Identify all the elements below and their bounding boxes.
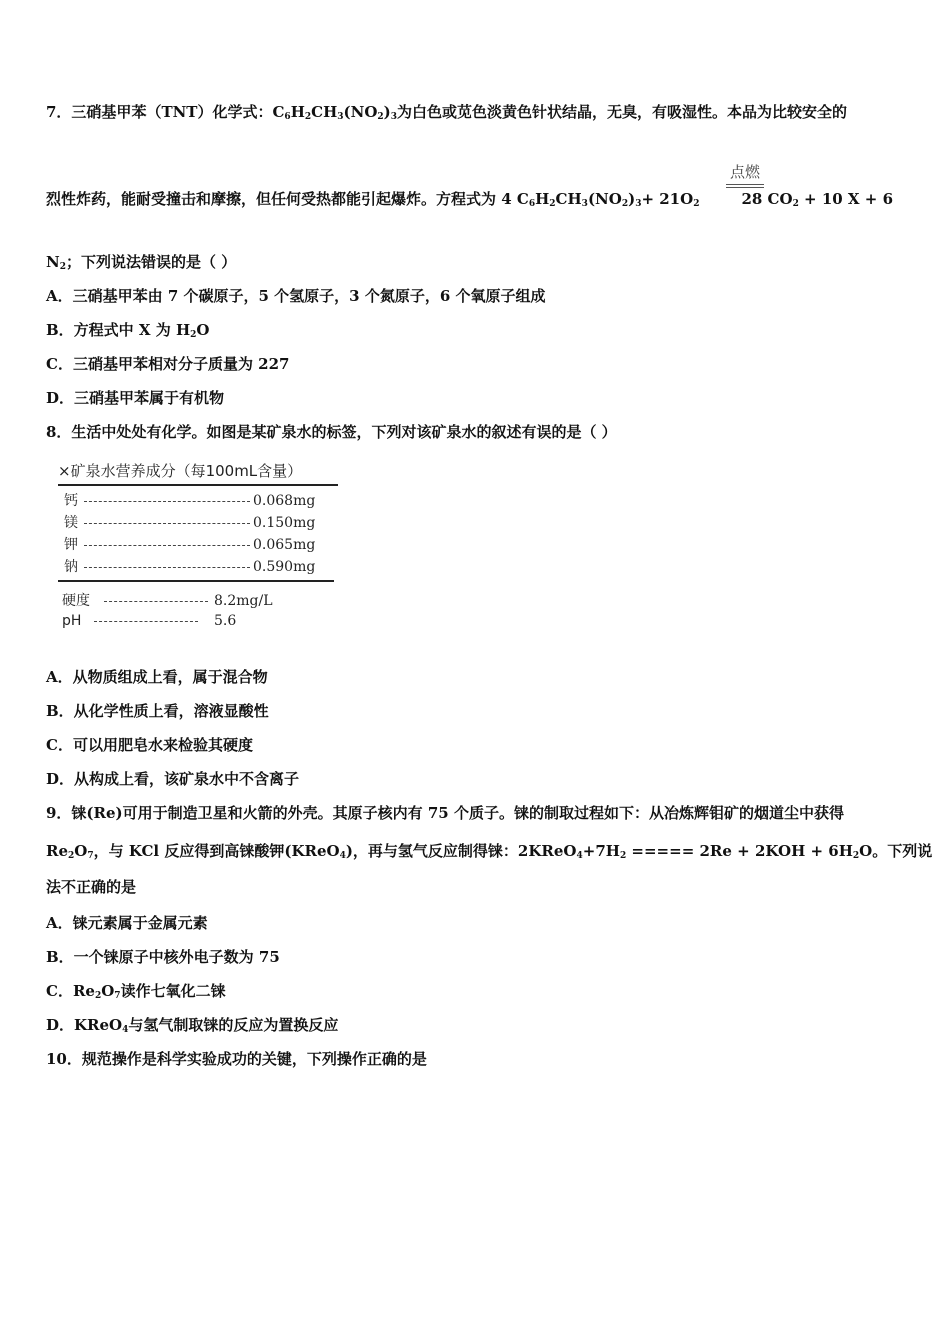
label-title: ×矿泉水营养成分（每100mL含量） [58, 462, 303, 480]
label-row-calcium: 钙 0.068mg [64, 493, 316, 509]
label-row-potassium: 钾 0.065mg [64, 537, 316, 553]
q7-stem-line2: 烈性炸药，能耐受撞击和摩擦，但任何受热都能引起爆炸。方程式为 4 $C_6H_2CH_3(NO_2)_3+ 21O_2$ 28 $CO_2 + 10$ X + 6 [46, 190, 894, 209]
condition-text: 点燃 [729, 163, 760, 181]
label-row-sodium: 钠 0.590mg [64, 559, 316, 575]
q7-option-b[interactable]: B．方程式中 X 为 $H_2O$ [46, 321, 210, 340]
q8-option-d[interactable]: D．从构成上看，该矿泉水中不含离子 [46, 770, 300, 788]
q7-option-a[interactable]: A．三硝基甲苯由 7 个碳原子，5 个氢原子，3 个氮原子，6 个氧原子组成 [46, 287, 546, 305]
q8-option-b[interactable]: B．从化学性质上看，溶液显酸性 [46, 702, 269, 720]
q9-option-a[interactable]: A．铼元素属于金属元素 [46, 914, 208, 932]
q7-stem-line1: 7．三硝基甲苯（TNT）化学式：$C_6H_2CH_3(NO_2)_3$为白色或苋色淡黄色针状结晶，无臭，有吸湿性。本品为比较安全的 [46, 103, 848, 122]
q9-option-c[interactable]: C．$Re_2O_7$读作七氧化二铼 [46, 982, 226, 1001]
equation-equals-bar [726, 184, 764, 188]
q7-stem-line3: $N_2$；下列说法错误的是（ ） [46, 253, 237, 272]
q8-option-c[interactable]: C．可以用肥皂水来检验其硬度 [46, 736, 253, 754]
label-row-hardness: 硬度 8.2mg/L [62, 593, 273, 609]
q8-stem: 8．生活中处处有化学。如图是某矿泉水的标签，下列对该矿泉水的叙述有误的是（ ） [46, 423, 617, 441]
q7-option-c[interactable]: C．三硝基甲苯相对分子质量为 227 [46, 355, 290, 373]
q10-stem: 10．规范操作是科学实验成功的关键，下列操作正确的是 [46, 1050, 427, 1068]
reaction-condition [726, 162, 764, 188]
q7-option-d[interactable]: D．三硝基甲苯属于有机物 [46, 389, 225, 407]
label-row-magnesium: 镁 0.150mg [64, 515, 316, 531]
q9-stem-line1: 9．铼(Re)可用于制造卫星和火箭的外壳。其原子核内有 75 个质子。铼的制取过程如下：从冶炼辉钼矿的烟道尘中获得 [46, 804, 844, 822]
q9-option-d[interactable]: D．KReO$_4$与氢气制取铼的反应为置换反应 [46, 1016, 339, 1035]
q9-option-b[interactable]: B．一个铼原子中核外电子数为 75 [46, 948, 280, 966]
q9-stem-line2: $Re_2O_7$，与 KCl 反应得到高铼酸钾(KReO$_4$)，再与氢气反应制得铼：$2KReO_4+7H_2$ ===== $2Re + 2KOH + 6H_2O$。下列说 [46, 842, 933, 861]
mineral-water-label [58, 458, 358, 632]
q8-option-a[interactable]: A．从物质组成上看，属于混合物 [46, 668, 268, 686]
q9-stem-line3: 法不正确的是 [46, 878, 137, 896]
label-row-ph: pH 5.6 [62, 613, 237, 629]
